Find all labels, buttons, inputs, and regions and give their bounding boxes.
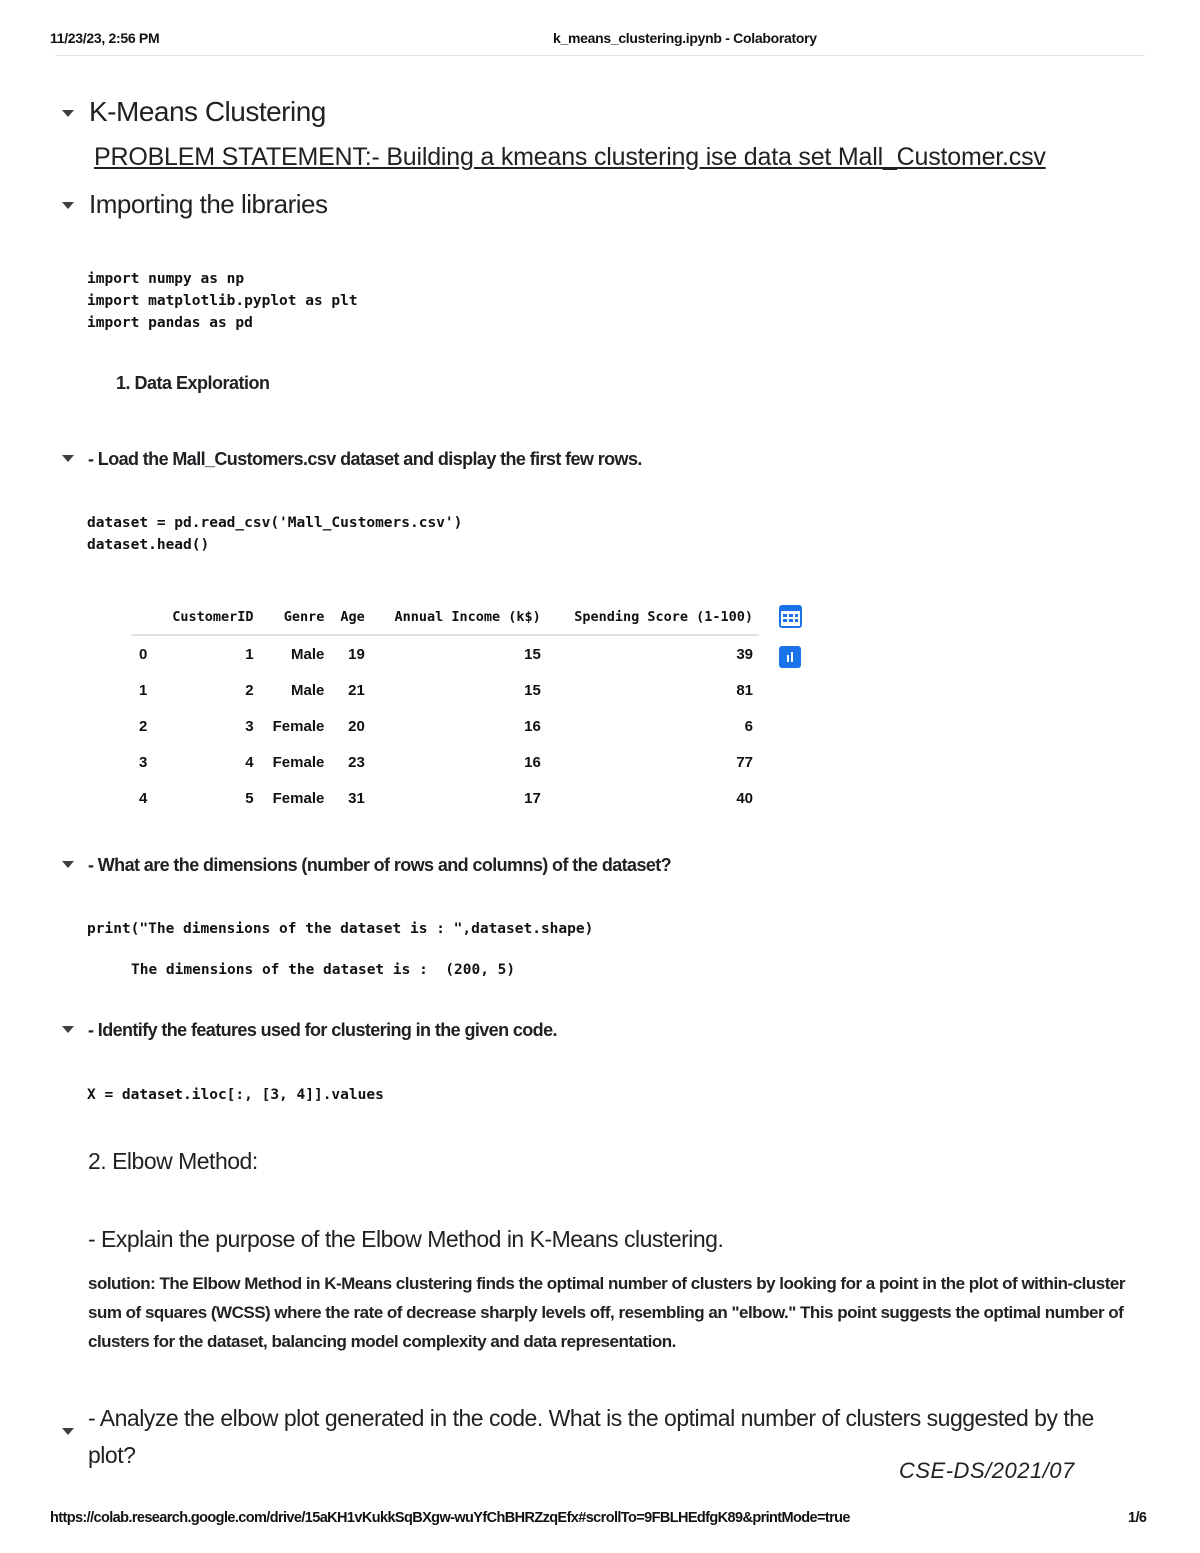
code-cell-imports[interactable]: import numpy as np import matplotlib.pyplot as plt import pandas as pd bbox=[87, 271, 358, 331]
cell-genre: Female bbox=[272, 753, 325, 771]
table-row bbox=[131, 780, 759, 816]
cell-score: 40 bbox=[736, 789, 753, 807]
importing-heading: Importing the libraries bbox=[89, 189, 328, 219]
row-index: 1 bbox=[139, 681, 148, 699]
column-header: Annual Income (k$) bbox=[371, 600, 547, 635]
cell-genre: Female bbox=[272, 789, 325, 807]
collapse-caret-icon[interactable] bbox=[62, 110, 74, 117]
elbow-solution-text: solution: The Elbow Method in K-Means clustering finds the optimal number of clusters by looking for a point in the plot of within-cluster sum of squares (WCSS) where the rate of decrease sharply levels off, resembling an "elbow." This point suggests the optimal number of clusters for the dataset, balancing model complexity and data representation. bbox=[88, 1274, 1125, 1351]
column-header: Spending Score (1-100) bbox=[547, 600, 759, 635]
code-cell-features[interactable]: X = dataset.iloc[:, [3, 4]].values bbox=[87, 1087, 384, 1103]
elbow-method-heading: 2. Elbow Method: bbox=[88, 1148, 258, 1174]
row-index: 3 bbox=[139, 753, 148, 771]
collapse-caret-icon[interactable] bbox=[62, 202, 74, 209]
cell-income: 16 bbox=[524, 717, 541, 735]
data-exploration-heading: 1. Data Exploration bbox=[116, 373, 270, 393]
table-row bbox=[131, 672, 759, 708]
cell-score: 81 bbox=[736, 681, 753, 699]
row-index: 0 bbox=[139, 645, 148, 663]
cell-genre: Male bbox=[290, 645, 325, 663]
table-header-row bbox=[131, 600, 759, 635]
header-divider bbox=[55, 55, 1145, 56]
page-number: 1/6 bbox=[1128, 1510, 1147, 1526]
code-cell-load[interactable]: dataset = pd.read_csv('Mall_Customers.csv') dataset.head() bbox=[87, 515, 463, 553]
cell-income: 16 bbox=[524, 753, 541, 771]
row-index: 4 bbox=[139, 789, 148, 807]
chart-icon[interactable] bbox=[779, 646, 801, 668]
collapse-caret-icon[interactable] bbox=[62, 1428, 74, 1435]
cell-customerid: 4 bbox=[245, 753, 254, 771]
load-heading: - Load the Mall_Customers.csv dataset and display the first few rows. bbox=[88, 449, 642, 469]
row-index: 2 bbox=[139, 717, 148, 735]
collapse-caret-icon[interactable] bbox=[62, 455, 74, 462]
cell-income: 17 bbox=[524, 789, 541, 807]
cell-genre: Male bbox=[290, 681, 325, 699]
table-row bbox=[131, 708, 759, 744]
kmeans-heading: K-Means Clustering bbox=[89, 96, 326, 127]
table-grid-icon[interactable] bbox=[779, 605, 802, 633]
print-datetime: 11/23/23, 2:56 PM bbox=[50, 30, 160, 46]
signature-label: CSE-DS/2021/07 bbox=[899, 1458, 1075, 1483]
table-row bbox=[131, 744, 759, 780]
collapse-caret-icon[interactable] bbox=[62, 861, 74, 868]
cell-score: 77 bbox=[736, 753, 753, 771]
column-header: CustomerID bbox=[156, 600, 260, 635]
cell-score: 39 bbox=[736, 645, 753, 663]
cell-customerid: 5 bbox=[245, 789, 254, 807]
cell-age: 19 bbox=[348, 645, 365, 663]
cell-customerid: 1 bbox=[245, 645, 254, 663]
cell-genre: Female bbox=[272, 717, 325, 735]
table-row bbox=[131, 635, 759, 672]
column-header: Genre bbox=[260, 600, 331, 635]
print-title: k_means_clustering.ipynb - Colaboratory bbox=[553, 30, 817, 46]
print-footer-url: https://colab.research.google.com/drive/15aKH1vKukkSqBXgw-wuYfChBHRZzqEfx#scrollTo=9FBLHEdfgK89&printMode=true bbox=[50, 1510, 850, 1526]
cell-age: 23 bbox=[348, 753, 365, 771]
cell-age: 20 bbox=[348, 717, 365, 735]
dimensions-output: The dimensions of the dataset is : (200, 5) bbox=[131, 962, 516, 978]
features-heading: - Identify the features used for clustering in the given code. bbox=[88, 1020, 557, 1040]
dimensions-heading: - What are the dimensions (number of rows and columns) of the dataset? bbox=[88, 855, 672, 875]
cell-income: 15 bbox=[524, 645, 541, 663]
cell-customerid: 2 bbox=[245, 681, 254, 699]
cell-age: 31 bbox=[348, 789, 365, 807]
column-header bbox=[131, 600, 156, 635]
cell-customerid: 3 bbox=[245, 717, 254, 735]
cell-age: 21 bbox=[348, 681, 365, 699]
cell-income: 15 bbox=[524, 681, 541, 699]
code-cell-dimensions[interactable]: print("The dimensions of the dataset is : ",dataset.shape) bbox=[87, 921, 594, 937]
dataframe-table bbox=[131, 600, 759, 816]
column-header: Age bbox=[330, 600, 370, 635]
analyze-heading: - Analyze the elbow plot generated in the code. What is the optimal number of clusters suggested by the plot? bbox=[88, 1405, 1094, 1468]
collapse-caret-icon[interactable] bbox=[62, 1026, 74, 1033]
cell-score: 6 bbox=[744, 717, 753, 735]
elbow-purpose-heading: - Explain the purpose of the Elbow Method in K-Means clustering. bbox=[88, 1226, 724, 1252]
problem-statement: PROBLEM STATEMENT:- Building a kmeans clustering ise data set Mall_Customer.csv bbox=[94, 143, 1046, 171]
